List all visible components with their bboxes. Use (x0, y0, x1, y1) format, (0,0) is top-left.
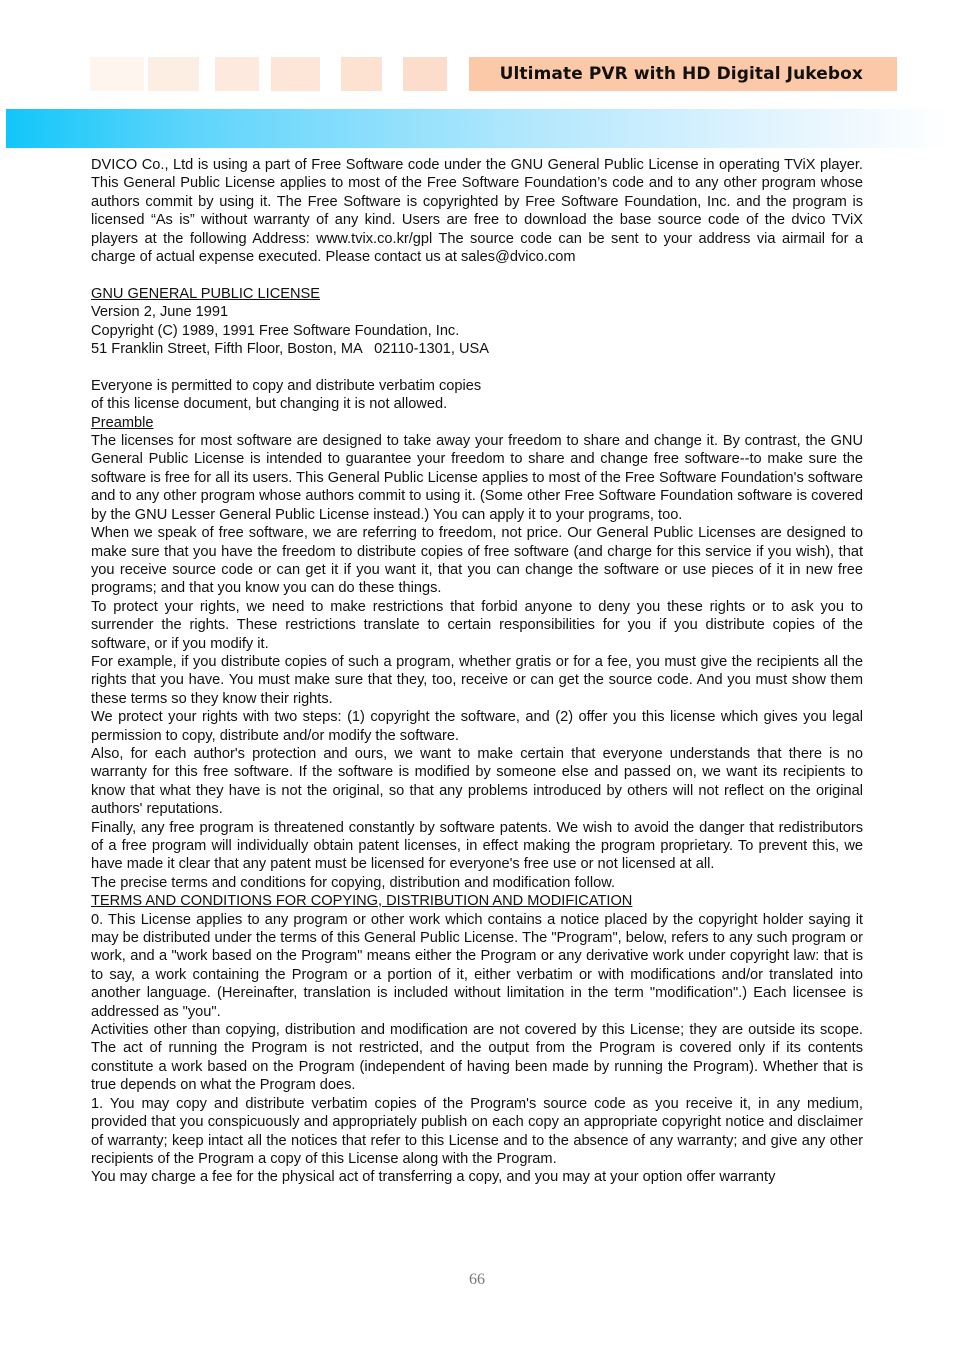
header-decor-block (403, 57, 447, 91)
header-decor-block (271, 57, 320, 91)
header-decor-block (148, 57, 199, 91)
preamble-paragraph: For example, if you distribute copies of such a program, whether gratis or for a fee, you must give the recipients all the rights that you have. You must make sure that they, too, receive or can get the source code. And you must show them these terms so they know their rights. (91, 653, 863, 707)
preamble-paragraph: Also, for each author's protection and ours, we want to make certain that everyone understands that there is no warranty for this free software. If the software is modified by someone else and passed on, we want its recipients to know that what they have is not the original, so that any problems introduced by others will not reflect on the original authors' reputations. (91, 745, 863, 818)
terms-paragraph: 0. This License applies to any program or other work which contains a notice placed by the copyright holder saying it may be distributed under the terms of this General Public License. The "Program", below, refers to any such program or work, and a "work based on the Program" means either the Program or any derivative work under copyright law: that is to say, a work containing the Program or a portion of it, either verbatim or with modifications and/or translated into another language. (Hereinafter, translation is included without limitation in the term "modification".) Each licensee is addressed as "you". (91, 911, 863, 1020)
license-title: GNU GENERAL PUBLIC LICENSE (91, 285, 320, 302)
header-decor-block (90, 57, 144, 91)
document-body (91, 156, 863, 1246)
preamble-paragraph: When we speak of free software, we are referring to freedom, not price. Our General Public Licenses are designed to make sure that you have the freedom to distribute copies of free software (and charge for this service if you wish), that you receive source code or can get it if you want it, that you can change the software or use pieces of it in new free programs; and that you know you can do these things. (91, 525, 863, 597)
license-version: Version 2, June 1991 (91, 304, 229, 321)
spacer (91, 266, 863, 284)
header-title-box (469, 57, 897, 91)
spacer (91, 358, 863, 376)
terms-paragraph: You may charge a fee for the physical act of transferring a copy, and you may at your option offer warranty (91, 1169, 776, 1186)
intro-paragraph: DVICO Co., Ltd is using a part of Free Software code under the GNU General Public License in operating TViX player. This General Public License applies to most of the Free Software Foundation’s code and to any other program whose authors commit by using it. The Free Software is copyrighted by Free Software Foundation, Inc. and the program is licensed “As is” without warranty of any kind. Users are free to download the base source code of the dvico TViX players at the following Address: www.tvix.co.kr/gpl The source code can be sent to your address via airmail for a charge of actual expense executed. Please contact us at sales@dvico.com (91, 157, 863, 266)
permission-line: of this license document, but changing it is not allowed. (91, 396, 448, 413)
header-title: Ultimate PVR with HD Digital Jukebox (499, 64, 863, 84)
preamble-paragraph: To protect your rights, we need to make restrictions that forbid anyone to deny you these rights or to ask you to surrender the rights. These restrictions translate to certain responsibilities for you if you distribute copies of the software, or if you modify it. (91, 598, 863, 652)
license-copyright: Copyright (C) 1989, 1991 Free Software Foundation, Inc. (91, 322, 460, 339)
permission-line: Everyone is permitted to copy and distribute verbatim copies (91, 377, 482, 394)
preamble-paragraph: Finally, any free program is threatened constantly by software patents. We wish to avoid the danger that redistributors of a free program will individually obtain patent licenses, in effect making the program proprietary. To prevent this, we have made it clear that any patent must be licensed for everyone's free use or not licensed at all. (91, 819, 863, 873)
terms-paragraph: Activities other than copying, distribution and modification are not covered by this License; they are outside its scope. The act of running the Program is not restricted, and the output from the Program is covered only if its contents constitute a work based on the Program (independent of having been made by running the Program). Whether that is true depends on what the Program does. (91, 1022, 863, 1094)
header-decor-block (341, 57, 382, 91)
terms-paragraph: 1. You may copy and distribute verbatim copies of the Program's source code as you receive it, in any medium, provided that you conspicuously and appropriately publish on each copy an appropriate copyright notice and disclaimer of warranty; keep intact all the notices that refer to this License and to the absence of any warranty; and give any other recipients of the Program a copy of this License along with the Program. (91, 1095, 863, 1167)
header-gradient-bar (6, 109, 950, 148)
terms-heading: TERMS AND CONDITIONS FOR COPYING, DISTRIBUTION AND MODIFICATION (91, 893, 633, 910)
preamble-paragraph: We protect your rights with two steps: (1) copyright the software, and (2) offer you this license which gives you legal permission to copy, distribute and/or modify the software. (91, 709, 863, 744)
preamble-paragraph: The licenses for most software are designed to take away your freedom to share and change it. By contrast, the GNU General Public License is intended to guarantee your freedom to share and change free software--to make sure the software is free for all its users. This General Public License applies to most of the Free Software Foundation's software and to any other program whose authors commit to using it. (Some other Free Software Foundation software is covered by the GNU Lesser General Public License instead.) You can apply it to your programs, too. (91, 433, 863, 523)
header-decor-block (215, 57, 259, 91)
preamble-heading: Preamble (91, 414, 154, 431)
license-address: 51 Franklin Street, Fifth Floor, Boston, MA 02110-1301, USA (91, 341, 490, 358)
page-number: 66 (469, 1271, 485, 1288)
preamble-paragraph: The precise terms and conditions for copying, distribution and modification follow. (91, 874, 616, 891)
